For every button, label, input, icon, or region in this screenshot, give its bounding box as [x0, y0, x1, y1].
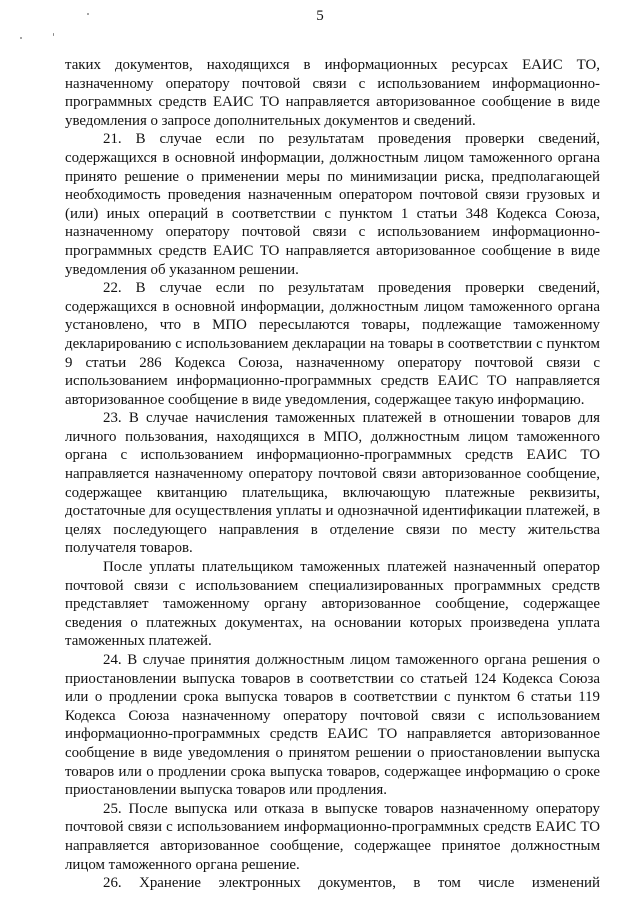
paragraph-26: 26. Хранение электронных документов, в том числе изменений	[103, 875, 600, 892]
paragraph-continuation: таких документов, находящихся в информационных ресурсах ЕАИС ТО, назначенному оператору почтовой связи с использованием информационно-программных средств ЕАИС ТО направляется авторизованное сообщение в виде уведомления о запросе дополнительных документов и сведений.	[65, 57, 600, 129]
scan-speck	[53, 33, 54, 36]
paragraph-25: 25. После выпуска или отказа в выпуске товаров назначенному оператору почтовой связи с использованием информационно-программных средств ЕАИС ТО направляется авторизованное сообщение, содержащее принятое должностным лицом таможенного органа решение.	[65, 800, 600, 873]
paragraph-23: 23. В случае начисления таможенных платежей в отношении товаров для личного пользования, находящихся в МПО, должностным лицом таможенного органа с использованием информационно-программных средств ЕАИС ТО направляется назначенному оператору почтовой связи авторизованное сообщение, содержащее квитанцию плательщика, включающую платежные реквизиты, достаточные для осуществления уплаты и однозначной идентификации платежей, в целях последующего направления в отделение связи по месту жительства получателя товаров.	[65, 410, 600, 557]
scan-speck	[20, 37, 22, 39]
document-body	[65, 56, 600, 893]
paragraph-24: 24. В случае принятия должностным лицом таможенного органа решения о приостановлении выпуска товаров в соответствии со статьей 124 Кодекса Союза или о продлении срока выпуска товаров в соответствии с пунктом 6 статьи 119 Кодекса Союза назначенному оператору почтовой связи с использованием информационно-программных средств ЕАИС ТО направляется авторизованное сообщение в виде уведомления о принятом решении о приостановлении выпуска товаров или о продлении срока выпуска товаров, содержащее информацию о сроке приостановлении выпуска товаров или продления.	[65, 652, 600, 799]
paragraph-22: 22. В случае если по результатам проведения проверки сведений, содержащихся в основной информации, должностным лицом таможенного органа установлено, что в МПО пересылаются товары, подлежащие таможенному декларированию с использованием декларации на товары в соответствии с пунктом 9 статьи 286 Кодекса Союза, назначенному оператору почтовой связи с использованием информационно-программных средств ЕАИС ТО направляется авторизованное сообщение в виде уведомления, содержащее такую информацию.	[65, 280, 600, 408]
page-number: 5	[316, 8, 324, 24]
paragraph-21: 21. В случае если по результатам проведения проверки сведений, содержащихся в основной информации, должностным лицом таможенного органа принято решение о применении меры по минимизации риска, предполагающей необходимость проведения назначенным оператором почтовой связи грузовых и (или) иных операций в соответствии с пунктом 1 статьи 348 Кодекса Союза, назначенному оператору почтовой связи с использованием информационно-программных средств ЕАИС ТО направляется авторизованное сообщение в виде уведомления об указанном решении.	[65, 131, 600, 278]
paragraph-23-payment: После уплаты плательщиком таможенных платежей назначенный оператор почтовой связи с использованием специализированных программных средств представляет таможенному органу авторизованное сообщение, содержащее сведения о платежных документах, на основании которых произведена уплата таможенных платежей.	[65, 559, 600, 650]
